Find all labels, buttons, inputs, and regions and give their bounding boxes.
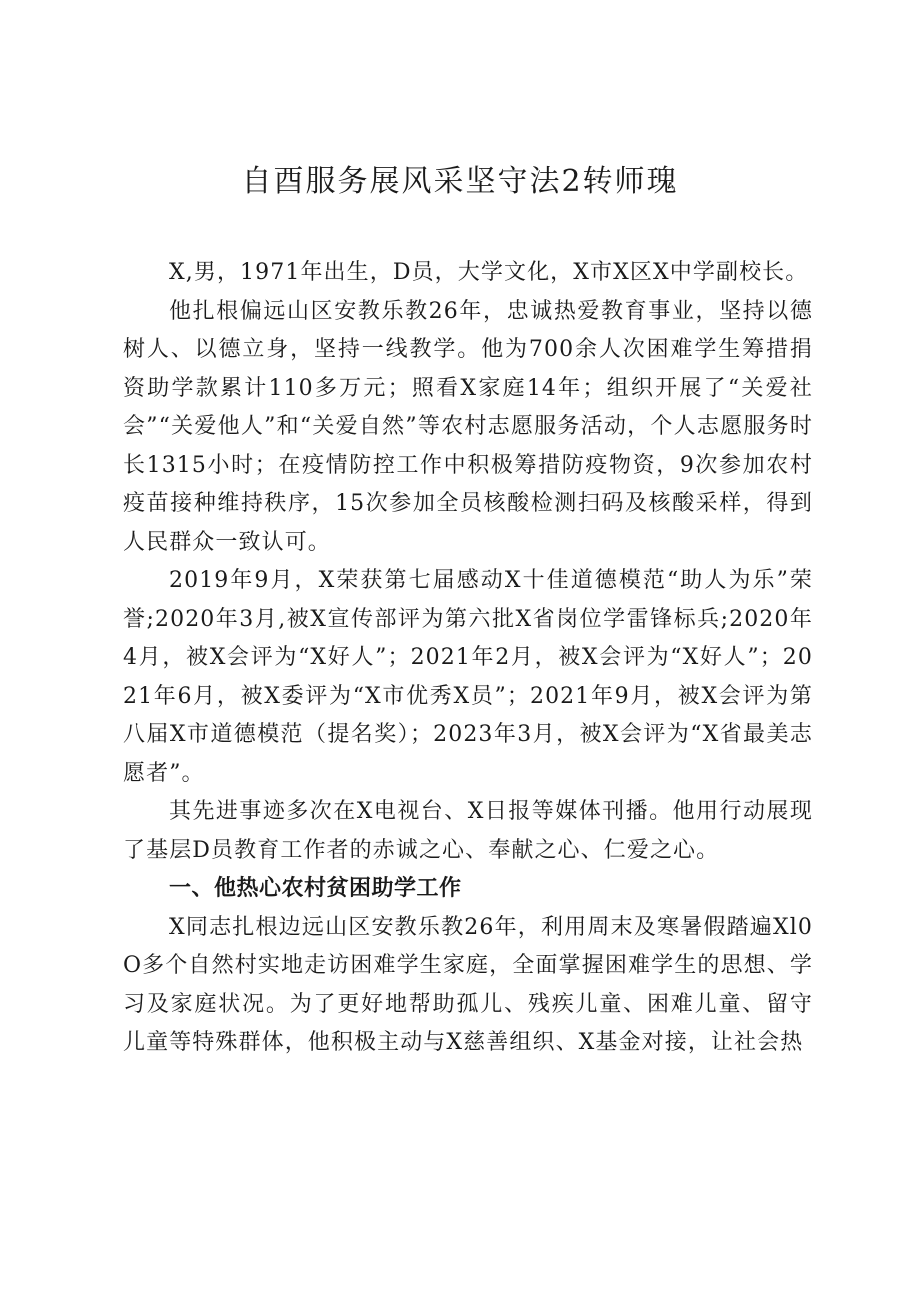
document-body (123, 254, 813, 1063)
paragraph-media: 其先进事迹多次在X电视台、X日报等媒体刊播。他用行动展现了基层D员教育工作者的赤诚之心、奉献之心、仁爱之心。 (123, 799, 813, 863)
section-heading: 一、他热心农村贫困助学工作 (169, 876, 462, 901)
paragraph-honors: 2019年9月，X荣获第七届感动X十佳道德模范“助人为乐”荣誉;2020年3月,被X宣传部评为第六批X省岗位学雷锋标兵;2020年4月，被X会评为“X好人”；2021年2月，被X会评为“X好人”；2021年6月，被X委评为“X市优秀X员”；2021年9月，被X会评为第八届X市道德模范（提名奖）；2023年3月，被X会评为“X省最美志愿者”。 (123, 568, 813, 786)
paragraph-section-1: X同志扎根边远山区安教乐教26年，利用周末及寒暑假踏遍Xl0O多个自然村实地走访困难学生家庭，全面掌握困难学生的思想、学习及家庭状况。为了更好地帮助孤儿、残疾儿童、困难儿童、留守儿童等特殊群体，他积极主动与X慈善组织、X基金对接，让社会热 (123, 914, 813, 1055)
paragraph-profile: X,男，1971年出生，D员，大学文化，X市X区X中学副校长。 (169, 260, 809, 285)
paragraph-summary: 他扎根偏远山区安教乐教26年，忠诚热爱教育事业，坚持以德树人、以德立身，坚持一线教学。他为700余人次困难学生筹措捐资助学款累计110多万元；照看X家庭14年；组织开展了“关爱社会”“关爱他人”和“关爱自然”等农村志愿服务活动，个人志愿服务时长1315小时；在疫情防控工作中积极筹措防疫物资，9次参加农村疫苗接种维持秩序，15次参加全员核酸检测扫码及核酸采样，得到人民群众一致认可。 (123, 298, 813, 555)
document-title: 自酉服务展风采坚守法2转师瑰 (241, 164, 679, 199)
